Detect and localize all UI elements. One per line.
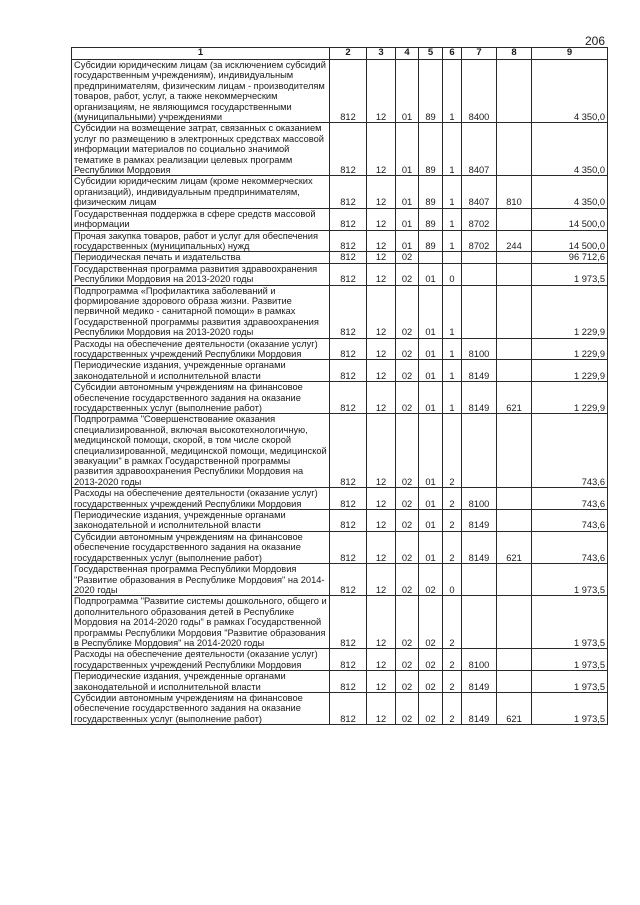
ministry-code-cell: 812 [330,692,367,724]
program-code-cell: 01 [419,338,443,360]
expense-type-cell: 621 [497,531,532,563]
subprogram-code-cell: 2 [443,596,462,649]
table-row [72,338,608,360]
expense-type-cell [497,338,532,360]
amount-cell: 4 350,0 [532,176,608,208]
subsection-code-cell: 02 [396,263,419,285]
amount-cell: 1 973,5 [532,649,608,671]
subsection-code-cell: 01 [396,60,419,123]
amount-cell: 4 350,0 [532,60,608,123]
program-code-cell: 02 [419,671,443,693]
section-code-cell: 12 [367,230,396,252]
subprogram-code-cell: 0 [443,263,462,285]
expense-type-cell: 810 [497,176,532,208]
expense-name-cell: Государственная программа развития здравоохранения Республики Мордовия на 2013-2020 годы [72,263,330,285]
target-article-cell: 8100 [462,488,497,510]
program-code-cell: 89 [419,176,443,208]
target-article-cell: 8702 [462,208,497,230]
target-article-cell: 8149 [462,382,497,414]
ministry-code-cell: 812 [330,230,367,252]
expense-type-cell [497,360,532,382]
table-row [72,596,608,649]
section-code-cell: 12 [367,382,396,414]
table-row [72,414,608,488]
table-row [72,671,608,693]
amount-cell: 14 500,0 [532,208,608,230]
table-row [72,263,608,285]
header-cell: 4 [396,48,419,60]
section-code-cell: 12 [367,360,396,382]
expense-type-cell [497,488,532,510]
target-article-cell: 8149 [462,531,497,563]
expense-name-cell: Субсидии автономным учреждениям на финансовое обеспечение государственного задания на оказание государственных услуг (выполнение работ) [72,382,330,414]
program-code-cell: 01 [419,360,443,382]
target-article-cell [462,564,497,596]
section-code-cell: 12 [367,338,396,360]
subprogram-code-cell: 1 [443,123,462,176]
expense-name-cell: Периодические издания, учрежденные органами законодательной и исполнительной власти [72,671,330,693]
target-article-cell: 8149 [462,671,497,693]
table-row [72,692,608,724]
amount-cell: 1 973,5 [532,596,608,649]
subprogram-code-cell [443,252,462,263]
subsection-code-cell: 02 [396,414,419,488]
expense-type-cell [497,263,532,285]
target-article-cell [462,252,497,263]
subprogram-code-cell: 1 [443,360,462,382]
ministry-code-cell: 812 [330,263,367,285]
subsection-code-cell: 02 [396,360,419,382]
ministry-code-cell: 812 [330,285,367,338]
ministry-code-cell: 812 [330,510,367,532]
section-code-cell: 12 [367,414,396,488]
section-code-cell: 12 [367,60,396,123]
section-code-cell: 12 [367,510,396,532]
ministry-code-cell: 812 [330,649,367,671]
program-code-cell: 89 [419,230,443,252]
expense-type-cell [497,671,532,693]
amount-cell: 1 973,5 [532,692,608,724]
subsection-code-cell: 02 [396,252,419,263]
header-cell: 8 [497,48,532,60]
amount-cell: 1 229,9 [532,360,608,382]
header-cell: 6 [443,48,462,60]
table-row [72,382,608,414]
ministry-code-cell: 812 [330,414,367,488]
subprogram-code-cell: 1 [443,285,462,338]
program-code-cell: 01 [419,382,443,414]
subsection-code-cell: 02 [396,692,419,724]
table-row [72,208,608,230]
expense-type-cell [497,414,532,488]
amount-cell: 4 350,0 [532,123,608,176]
header-cell: 9 [532,48,608,60]
subsection-code-cell: 02 [396,382,419,414]
section-code-cell: 12 [367,263,396,285]
program-code-cell: 02 [419,692,443,724]
program-code-cell: 02 [419,596,443,649]
table-row [72,531,608,563]
subprogram-code-cell: 2 [443,414,462,488]
table-row [72,230,608,252]
expense-name-cell: Государственная поддержка в сфере средств массовой информации [72,208,330,230]
expense-name-cell: Субсидии автономным учреждениям на финансовое обеспечение государственного задания на оказание государственных услуг (выполнение работ) [72,531,330,563]
subsection-code-cell: 02 [396,338,419,360]
table-row [72,123,608,176]
target-article-cell [462,263,497,285]
target-article-cell: 8149 [462,360,497,382]
expense-type-cell [497,123,532,176]
ministry-code-cell: 812 [330,208,367,230]
ministry-code-cell: 812 [330,338,367,360]
ministry-code-cell: 812 [330,176,367,208]
header-cell: 1 [72,48,330,60]
ministry-code-cell: 812 [330,360,367,382]
subprogram-code-cell: 1 [443,176,462,208]
expense-name-cell: Прочая закупка товаров, работ и услуг для обеспечения государственных (муниципальных) нужд [72,230,330,252]
header-cell: 3 [367,48,396,60]
subsection-code-cell: 02 [396,510,419,532]
expense-name-cell: Периодические издания, учрежденные органами законодательной и исполнительной власти [72,510,330,532]
subsection-code-cell: 01 [396,123,419,176]
table-row [72,488,608,510]
table-row [72,176,608,208]
amount-cell: 743,6 [532,488,608,510]
amount-cell: 14 500,0 [532,230,608,252]
subsection-code-cell: 01 [396,176,419,208]
expense-name-cell: Периодическая печать и издательства [72,252,330,263]
program-code-cell: 01 [419,285,443,338]
subsection-code-cell: 02 [396,596,419,649]
ministry-code-cell: 812 [330,60,367,123]
subprogram-code-cell: 1 [443,230,462,252]
section-code-cell: 12 [367,285,396,338]
amount-cell: 1 973,5 [532,263,608,285]
expense-type-cell [497,208,532,230]
target-article-cell [462,285,497,338]
section-code-cell: 12 [367,488,396,510]
amount-cell: 1 229,9 [532,285,608,338]
table-row [72,510,608,532]
subsection-code-cell: 02 [396,671,419,693]
section-code-cell: 12 [367,649,396,671]
program-code-cell: 01 [419,510,443,532]
expense-name-cell: Подпрограмма "Совершенствование оказания специализированной, включая высокотехнологичную, медицинской помощи, скорой, в том числе скорой специализированной, медицинской помощи, медицинской эвакуации" в рамках Государственной программы развития здравоохранения Республики Мордовия на 2013-2020 годы [72,414,330,488]
section-code-cell: 12 [367,692,396,724]
subsection-code-cell: 02 [396,531,419,563]
header-row [72,48,608,60]
program-code-cell: 01 [419,488,443,510]
amount-cell: 96 712,6 [532,252,608,263]
expense-type-cell: 621 [497,382,532,414]
amount-cell: 1 973,5 [532,564,608,596]
ministry-code-cell: 812 [330,252,367,263]
program-code-cell: 89 [419,60,443,123]
expense-type-cell [497,564,532,596]
expense-type-cell [497,285,532,338]
expense-name-cell: Подпрограмма "Развитие системы дошкольного, общего и дополнительного образования детей в Республике Мордовия на 2014-2020 годы" в рамках Государственной программы Республики Мордовия "Развитие образования в Республике Мордовия" на 2014-2020 годы [72,596,330,649]
target-article-cell: 8702 [462,230,497,252]
program-code-cell: 01 [419,531,443,563]
amount-cell: 743,6 [532,510,608,532]
target-article-cell: 8407 [462,123,497,176]
ministry-code-cell: 812 [330,531,367,563]
page-number: 206 [585,34,606,48]
subprogram-code-cell: 2 [443,671,462,693]
expense-type-cell [497,510,532,532]
expense-type-cell [497,252,532,263]
subsection-code-cell: 02 [396,564,419,596]
expense-type-cell [497,649,532,671]
target-article-cell: 8407 [462,176,497,208]
header-cell: 2 [330,48,367,60]
subprogram-code-cell: 1 [443,60,462,123]
table-row [72,60,608,123]
target-article-cell [462,414,497,488]
program-code-cell: 01 [419,414,443,488]
header-cell: 5 [419,48,443,60]
section-code-cell: 12 [367,252,396,263]
expense-type-cell [497,60,532,123]
table-row [72,649,608,671]
program-code-cell: 02 [419,564,443,596]
target-article-cell [462,596,497,649]
expense-name-cell: Субсидии юридическим лицам (кроме некоммерческих организаций), индивидуальным предпринимателям, физическим лицам [72,176,330,208]
ministry-code-cell: 812 [330,596,367,649]
expense-name-cell: Государственная программа Республики Мордовия "Развитие образования в Республике Мордовия" на 2014-2020 годы [72,564,330,596]
target-article-cell: 8149 [462,510,497,532]
subprogram-code-cell: 1 [443,208,462,230]
subprogram-code-cell: 2 [443,510,462,532]
subprogram-code-cell: 1 [443,338,462,360]
expense-name-cell: Субсидии юридическим лицам (за исключением субсидий государственным учреждениям), индивидуальным предпринимателям, физическим лицам - производителям товаров, работ, услуг, а также некоммерческим организациям, не являющимся государственными (муниципальными) учреждениями [72,60,330,123]
target-article-cell: 8100 [462,649,497,671]
ministry-code-cell: 812 [330,671,367,693]
subprogram-code-cell: 2 [443,531,462,563]
subsection-code-cell: 01 [396,230,419,252]
subsection-code-cell: 02 [396,649,419,671]
expense-type-cell [497,596,532,649]
target-article-cell: 8149 [462,692,497,724]
subprogram-code-cell: 2 [443,649,462,671]
amount-cell: 1 229,9 [532,382,608,414]
section-code-cell: 12 [367,596,396,649]
expense-name-cell: Расходы на обеспечение деятельности (оказание услуг) государственных учреждений Республики Мордовия [72,649,330,671]
subprogram-code-cell: 2 [443,692,462,724]
program-code-cell: 01 [419,263,443,285]
expense-name-cell: Расходы на обеспечение деятельности (оказание услуг) государственных учреждений Республики Мордовия [72,338,330,360]
amount-cell: 1 973,5 [532,671,608,693]
ministry-code-cell: 812 [330,382,367,414]
amount-cell: 743,6 [532,531,608,563]
section-code-cell: 12 [367,123,396,176]
expense-name-cell: Расходы на обеспечение деятельности (оказание услуг) государственных учреждений Республики Мордовия [72,488,330,510]
expense-name-cell: Субсидии автономным учреждениям на финансовое обеспечение государственного задания на оказание государственных услуг (выполнение работ) [72,692,330,724]
section-code-cell: 12 [367,671,396,693]
table-row [72,285,608,338]
section-code-cell: 12 [367,176,396,208]
ministry-code-cell: 812 [330,488,367,510]
section-code-cell: 12 [367,564,396,596]
table-row [72,564,608,596]
expense-type-cell: 621 [497,692,532,724]
program-code-cell: 02 [419,649,443,671]
expense-name-cell: Подпрограмма «Профилактика заболеваний и формирование здорового образа жизни. Развитие первичной медико - санитарной помощи» в рамках Государственной программы развития здравоохранения Республики Мордовия на 2013-2020 годы [72,285,330,338]
ministry-code-cell: 812 [330,123,367,176]
amount-cell: 743,6 [532,414,608,488]
header-cell: 7 [462,48,497,60]
subsection-code-cell: 02 [396,488,419,510]
table-row [72,252,608,263]
subprogram-code-cell: 2 [443,488,462,510]
ministry-code-cell: 812 [330,564,367,596]
program-code-cell: 89 [419,123,443,176]
program-code-cell: 89 [419,208,443,230]
section-code-cell: 12 [367,208,396,230]
section-code-cell: 12 [367,531,396,563]
amount-cell: 1 229,9 [532,338,608,360]
table-row [72,360,608,382]
subprogram-code-cell: 0 [443,564,462,596]
budget-table [71,47,608,725]
subprogram-code-cell: 1 [443,382,462,414]
target-article-cell: 8400 [462,60,497,123]
subsection-code-cell: 02 [396,285,419,338]
target-article-cell: 8100 [462,338,497,360]
expense-name-cell: Субсидии на возмещение затрат, связанных с оказанием услуг по размещению в электронных средствах массовой информации материалов по социально значимой тематике в рамках реализации целевых программ Республики Мордовия [72,123,330,176]
expense-name-cell: Периодические издания, учрежденные органами законодательной и исполнительной власти [72,360,330,382]
program-code-cell [419,252,443,263]
expense-type-cell: 244 [497,230,532,252]
subsection-code-cell: 01 [396,208,419,230]
